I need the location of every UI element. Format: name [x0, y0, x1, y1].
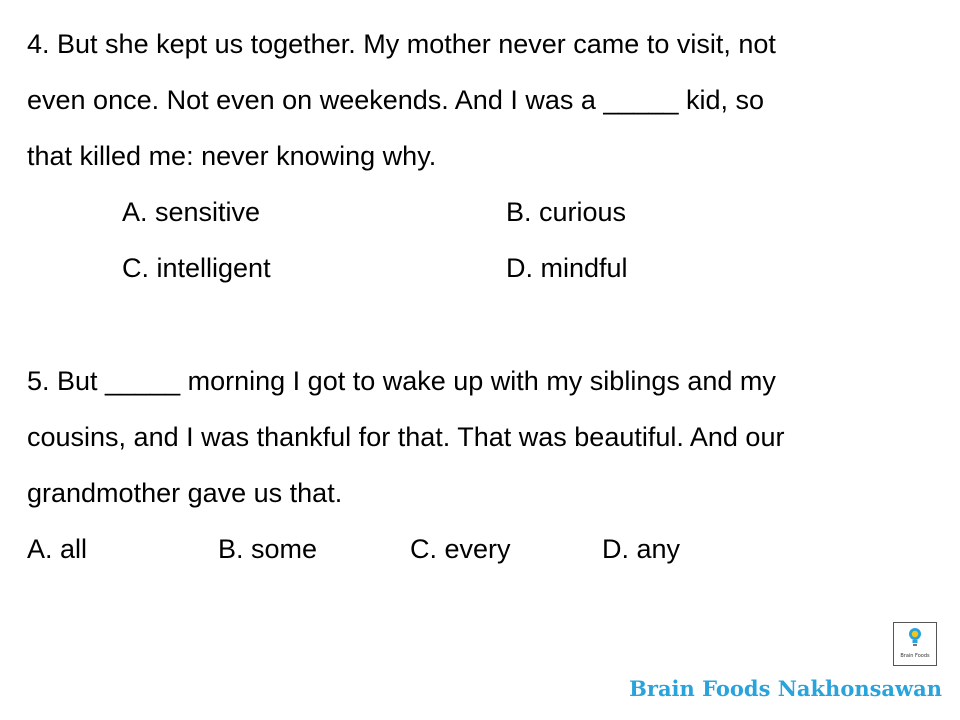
brand-logo — [893, 622, 937, 666]
question-4-line-3: that killed me: never knowing why. — [27, 141, 437, 171]
question-5-line-3: grandmother gave us that. — [27, 478, 343, 508]
logo-text: Brain Foods — [900, 653, 930, 659]
question-5-line-2: cousins, and I was thankful for that. That was beautiful. And our — [27, 422, 785, 452]
question-4-option-a: A. sensitive — [122, 197, 261, 227]
question-5-option-d: D. any — [602, 534, 681, 564]
question-5-option-a: A. all — [27, 534, 88, 564]
question-4-line-1: 4. But she kept us together. My mother never came to visit, not — [27, 29, 776, 59]
question-5-line-1: 5. But _____ morning I got to wake up with my siblings and my — [27, 366, 776, 396]
question-4-option-d: D. mindful — [506, 253, 628, 283]
question-4-option-b: B. curious — [506, 197, 627, 227]
brand-name: Brain Foods Nakhonsawan — [629, 676, 942, 701]
question-4-line-2: even once. Not even on weekends. And I was a _____ kid, so — [27, 85, 764, 115]
lightbulb-icon — [908, 626, 922, 650]
question-5-option-c: C. every — [410, 534, 511, 564]
question-5-option-b: B. some — [218, 534, 318, 564]
question-4-option-c: C. intelligent — [122, 253, 271, 283]
